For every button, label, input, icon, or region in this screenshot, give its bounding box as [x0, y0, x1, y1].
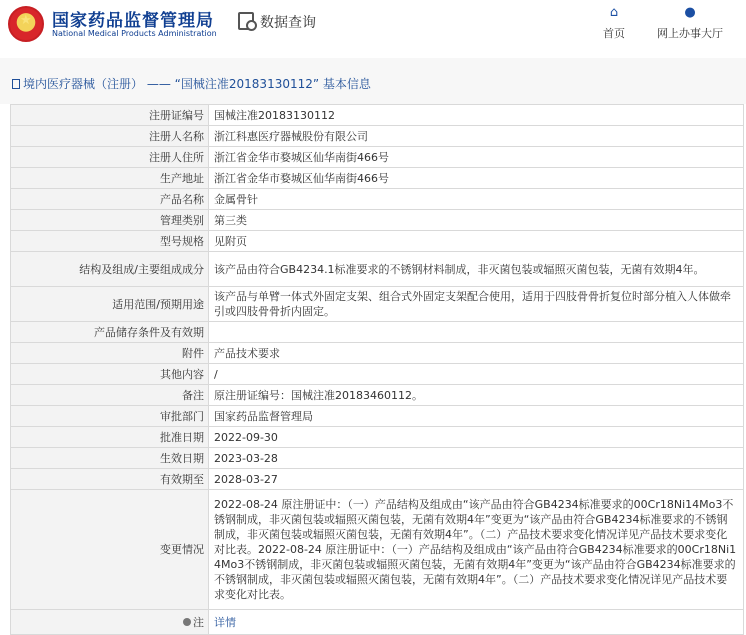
field-label: 生效日期	[11, 448, 209, 469]
field-value	[209, 322, 744, 343]
nav-service-label: 网上办事大厅	[657, 27, 723, 40]
nav-home[interactable]	[600, 6, 628, 41]
bulb-icon	[183, 618, 191, 626]
field-label: 型号规格	[11, 231, 209, 252]
table-row	[11, 427, 744, 448]
field-value: 国家药品监督管理局	[209, 406, 744, 427]
nav-online-service[interactable]	[652, 6, 728, 41]
table-row	[11, 343, 744, 364]
field-value: 浙江科惠医疗器械股份有限公司	[209, 126, 744, 147]
emblem-logo[interactable]	[8, 6, 44, 42]
field-label: 附件	[11, 343, 209, 364]
table-row	[11, 406, 744, 427]
field-label: 变更情况	[11, 490, 209, 610]
star-icon: ★	[20, 13, 32, 28]
field-value: /	[209, 364, 744, 385]
breadcrumb-bar	[0, 58, 746, 104]
table-row	[11, 189, 744, 210]
field-label: 适用范围/预期用途	[11, 287, 209, 322]
table-row	[11, 287, 744, 322]
field-value: 见附页	[209, 231, 744, 252]
field-value: 2022-09-30	[209, 427, 744, 448]
details-link[interactable]: 详情	[214, 615, 236, 629]
table-row	[11, 490, 744, 610]
field-value: 国械注准20183130112	[209, 105, 744, 126]
nav-home-label: 首页	[603, 27, 625, 40]
field-label: 注册证编号	[11, 105, 209, 126]
field-label: 注	[193, 615, 204, 629]
table-row	[11, 210, 744, 231]
home-icon: ⌂	[609, 5, 619, 20]
field-label: 结构及组成/主要组成成分	[11, 252, 209, 287]
table-row	[11, 322, 744, 343]
field-label: 注册人名称	[11, 126, 209, 147]
site-header	[0, 0, 746, 56]
field-value: 浙江省金华市婺城区仙华南街466号	[209, 168, 744, 189]
field-label: 管理类别	[11, 210, 209, 231]
field-label: 备注	[11, 385, 209, 406]
table-row	[11, 610, 744, 635]
table-row	[11, 469, 744, 490]
field-value: 2023-03-28	[209, 448, 744, 469]
note-label-cell	[11, 610, 209, 635]
field-label: 审批部门	[11, 406, 209, 427]
field-value: 原注册证编号：国械注准20183460112。	[209, 385, 744, 406]
table-row	[11, 252, 744, 287]
note-value-cell	[209, 610, 744, 635]
breadcrumb-suffix: 基本信息	[322, 77, 371, 91]
table-row	[11, 448, 744, 469]
table-row	[11, 147, 744, 168]
breadcrumb	[12, 75, 371, 92]
field-value: 第三类	[209, 210, 744, 231]
field-label: 产品名称	[11, 189, 209, 210]
site-subtitle: National Medical Products Administration	[52, 29, 217, 38]
table-row	[11, 231, 744, 252]
table-row	[11, 105, 744, 126]
breadcrumb-section[interactable]: 境内医疗器械（注册）	[23, 77, 144, 91]
table-row	[11, 364, 744, 385]
field-value: 金属骨针	[209, 189, 744, 210]
field-value: 该产品由符合GB4234.1标准要求的不锈钢材料制成，非灭菌包装或辐照灭菌包装，无菌有效期4年。	[209, 252, 744, 287]
field-value: 浙江省金华市婺城区仙华南街466号	[209, 147, 744, 168]
table-row	[11, 126, 744, 147]
field-value: 产品技术要求	[209, 343, 744, 364]
user-icon: ●	[684, 5, 696, 20]
field-label: 有效期至	[11, 469, 209, 490]
field-label: 生产地址	[11, 168, 209, 189]
field-label: 其他内容	[11, 364, 209, 385]
field-value: 2028-03-27	[209, 469, 744, 490]
breadcrumb-separator: ——	[146, 77, 171, 91]
detail-table	[10, 104, 744, 635]
change-history: 2022-08-24 原注册证中：（一）产品结构及组成由“该产品由符合GB4234标准要求的00Cr18Ni14Mo3不锈钢制成，非灭菌包装或辐照灭菌包装，无菌有效期4年”变更为“该产品由符合GB4234标准要求的不锈钢制成，非灭菌包装或辐照灭菌包装，无菌有效期4年”。（二）产品技术要求变化情况详见产品技术要求变化对比表。2022-08-24 原注册证中：（一）产品结构及组成由“该产品由符合GB4234标准要求的00Cr18Ni14Mo3不锈钢制成，非灭菌包装或辐照灭菌包装，无菌有效期4年”变更为“该产品由符合GB4234标准要求的不锈钢制成，非灭菌包装或辐照灭菌包装，无菌有效期4年”。（二）产品技术要求变化情况详见产品技术要求变化对比表。	[209, 490, 744, 610]
data-query-icon[interactable]	[238, 12, 254, 30]
field-label: 产品储存条件及有效期	[11, 322, 209, 343]
site-title[interactable]: 国家药品监督管理局	[52, 11, 214, 31]
field-value: 该产品与单臂一体式外固定支架、组合式外固定支架配合使用，适用于四肢骨骨折复位时部分植入人体做牵引或四肢骨骨折内固定。	[209, 287, 744, 322]
table-row	[11, 385, 744, 406]
field-label: 注册人住所	[11, 147, 209, 168]
data-query-title[interactable]: 数据查询	[260, 15, 316, 31]
breadcrumb-record: “国械注准20183130112”	[174, 77, 320, 91]
table-row	[11, 168, 744, 189]
document-icon	[12, 79, 20, 89]
field-label: 批准日期	[11, 427, 209, 448]
